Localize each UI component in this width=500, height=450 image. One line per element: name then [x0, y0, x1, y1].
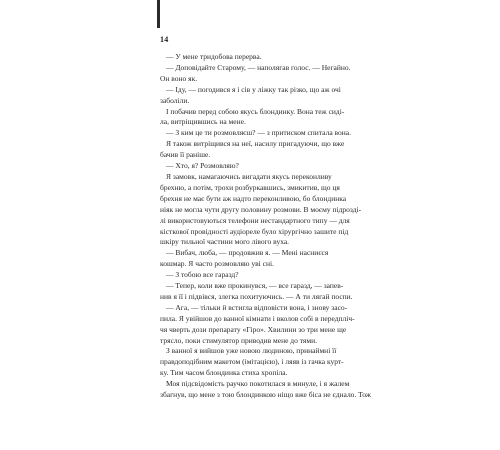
- text-line: ку. Тим часом блондинка стиха хропіла.: [160, 368, 288, 378]
- text-line: шкіру тильної частини мого лівого вуха.: [160, 237, 290, 247]
- body-text: [160, 52, 371, 401]
- text-line: ла, витріщившись на мене.: [160, 117, 246, 127]
- text-line: кошмар. Я часто розмовляю уві сні.: [160, 259, 274, 269]
- text-line: Я замовк, намагаючись вигадати якусь переконливу: [166, 171, 332, 181]
- text-line: І побачив перед собою якусь блондинку. Вона теж сиді-: [166, 106, 345, 116]
- text-line: Я також витріщився на неї, насилу пригадуючи, що вже: [166, 139, 345, 149]
- text-line: — У мене тридобова перерва.: [166, 52, 262, 61]
- text-line: Он воно як.: [160, 73, 198, 83]
- text-line: — Хто, я? Розмовляю?: [166, 161, 239, 171]
- text-line: заболіли.: [160, 95, 190, 105]
- text-line: пила. Я увійшов до ванної кімнати і вколов собі в передпліч-: [160, 313, 355, 323]
- text-line: ніяк не могла чути другу половину розмови. В моєму підрозді-: [160, 204, 362, 214]
- text-line: З ванної я вийшов уже новою людиною, принаймні її: [166, 346, 337, 356]
- text-line: брехню, а потім, трохи розбуркавшись, змикитив, що ця: [160, 182, 340, 192]
- text-line: кісткової провідності аудіореле було хірургічно зашите під: [160, 226, 349, 236]
- text-line: — З ким це ти розмовляєш? — з притиском спитала вона.: [166, 128, 351, 138]
- text-line: бачив її раніше.: [160, 150, 211, 160]
- text-line: чя чверть дози препарату «Гіро». Хвилини зо три мене ще: [160, 324, 347, 334]
- text-line: — Вибач, люба, — продовжив я. — Мені насниєся: [166, 248, 329, 258]
- text-line: збагнув, що мене з тою блондинкою ніщо вже біса не єднало. Тож: [160, 390, 371, 400]
- text-line: трясло, поки стимулятор приводив мене до тями.: [160, 335, 318, 345]
- text-line: — Іду, — погодився я і сів у ліжку так різко, що аж очі: [166, 84, 341, 94]
- text-line: — З тобою все гаразд?: [166, 270, 239, 280]
- page-edge-mark: [157, 0, 160, 28]
- text-line: Моя підсвідомість раучко покотилася в минуле, і я жалем: [166, 379, 350, 389]
- text-line: лі використовуються телефони нестандартного типу — для: [160, 215, 350, 225]
- text-line: — Тепер, коли вже прокинувся, — все гаразд, — запев-: [166, 281, 344, 291]
- text-line: правдоподібним макетом (імітацією), і ляяв із гачка курт-: [160, 357, 344, 367]
- page-number: 14: [160, 35, 169, 44]
- text-line: нив я її і підвівся, злегка похитуючись. — А ти лягай поспи.: [160, 291, 353, 301]
- text-line: — Ага, — тільки й встигла відповісти вона, і знову засо-: [166, 302, 348, 312]
- text-line: — Доповідайте Старому, — наполягав голос. — Негайно.: [166, 62, 351, 72]
- text-line: брехня не має бути аж надто переконливою, бо блондинка: [160, 193, 347, 203]
